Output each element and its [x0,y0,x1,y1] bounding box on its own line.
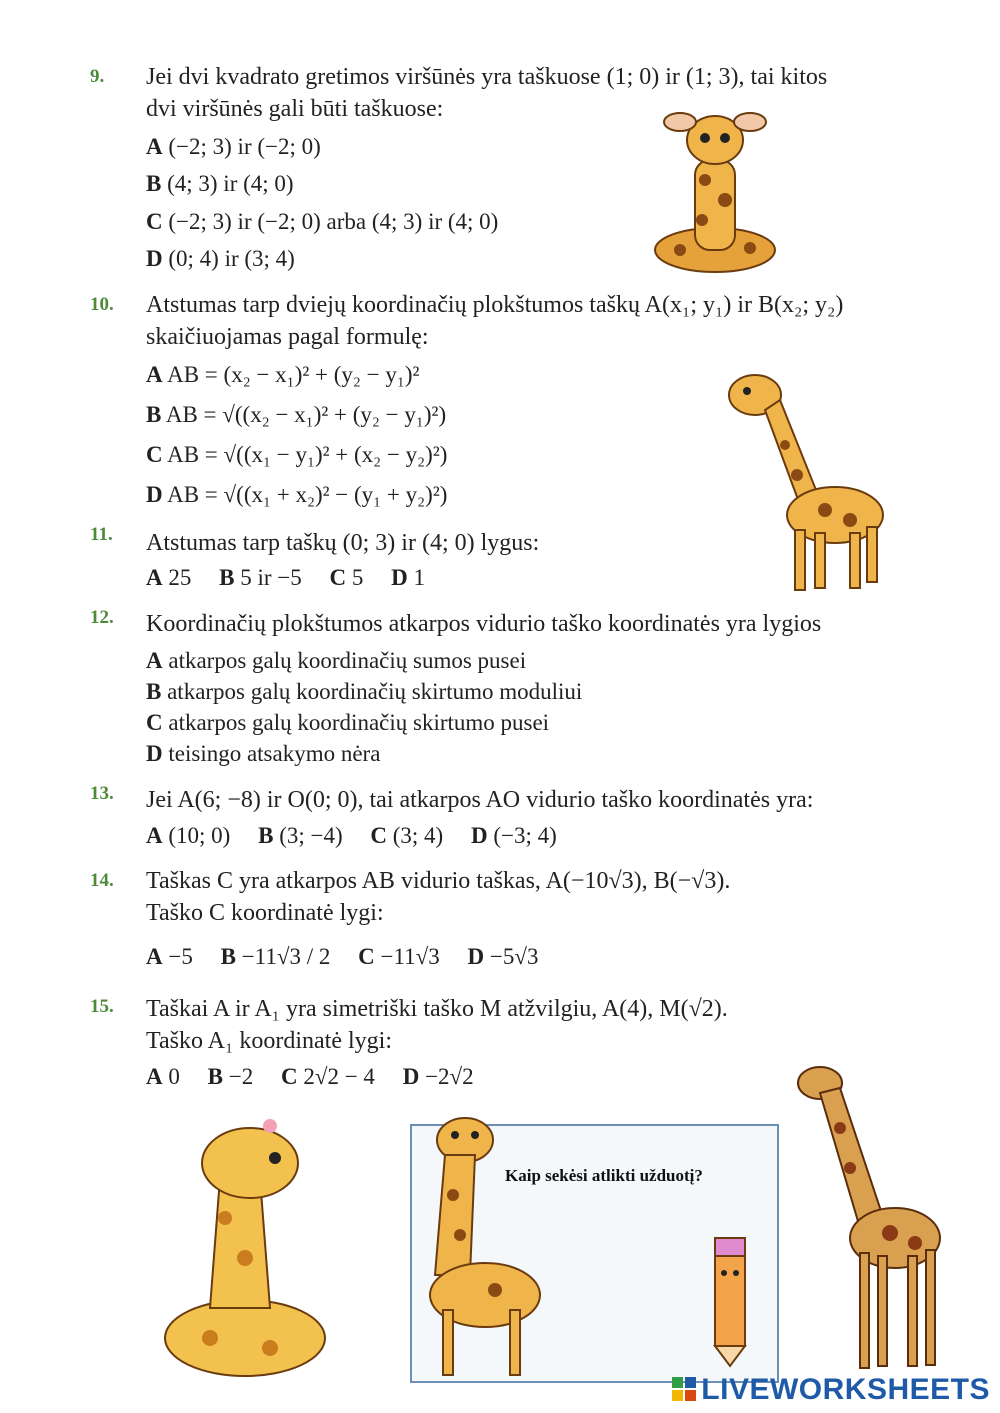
options-inline [146,821,579,851]
question-number: 14. [90,870,114,891]
option-d: D (0; 4) ir (3; 4) [146,246,295,271]
options-inline [146,942,560,972]
option-c: C 5 [329,565,364,590]
question-number: 10. [90,294,114,315]
option-a: A (−2; 3) ir (−2; 0) [146,134,321,159]
question-text: Atstumas tarp taškų (0; 3) ir (4; 0) lygus: [146,530,540,556]
liveworksheets-logo-text: LIVEWORKSHEETS [701,1373,990,1406]
option-b: B (4; 3) ir (4; 0) [146,171,294,196]
question-text: Taško C koordinatė lygi: [146,900,384,926]
question-text: Koordinačių plokštumos atkarpos vidurio taško koordinatės yra lygios [146,611,822,637]
option-d: D (−3; 4) [470,823,557,848]
option-c: C (3; 4) [370,823,444,848]
option-b: B AB = √((x₂ − x₁)² + (y₂ − y₁)²) [146,402,447,427]
giraffe-tall-illustration [790,1058,955,1378]
option-a: A 25 [146,565,192,590]
question-text: Atstumas tarp dviejų koordinačių plokštumos taškų A(x₁; y₁) ir B(x₂; y₂) [146,292,844,318]
option-b: B −11√3 / 2 [220,944,331,969]
liveworksheets-logo-icon [671,1376,697,1402]
option-c: C (−2; 3) ir (−2; 0) arba (4; 3) ir (4; 0) [146,209,499,234]
question-text: Jei A(6; −8) ir O(0; 0), tai atkarpos AO vidurio taško koordinatės yra: [146,787,814,813]
liveworksheets-logo [671,1373,990,1407]
question-text: Taškas C yra atkarpos AB vidurio taškas, A(−10√3), B(−√3). [146,868,731,894]
speech-bubble-text: Kaip sekėsi atlikti užduotį? [505,1166,703,1185]
option-b: B atkarpos galų koordinačių skirtumo moduliui [146,679,583,704]
option-d: D AB = √((x₁ + x₂)² − (y₁ + y₂)²) [146,482,448,507]
option-c: C 2√2 − 4 [280,1064,375,1089]
options-inline [146,563,447,593]
question-text: dvi viršūnės gali būti taškuose: [146,96,444,122]
option-c: C −11√3 [358,944,440,969]
question-number: 15. [90,996,114,1017]
baby-giraffe-illustration [150,1108,330,1383]
option-a: A −5 [146,944,193,969]
question-text: Taško A₁ koordinatė lygi: [146,1028,392,1054]
option-a: A AB = (x₂ − x₁)² + (y₂ − y₁)² [146,362,420,387]
option-d: D teisingo atsakymo nėra [146,741,381,766]
option-c: C atkarpos galų koordinačių skirtumo pusei [146,710,550,735]
question-number: 11. [90,524,113,545]
option-c: C AB = √((x₁ − y₁)² + (x₂ − y₂)²) [146,442,448,467]
question-number: 13. [90,783,114,804]
options-inline [146,1062,496,1092]
option-d: D −2√2 [402,1064,474,1089]
option-b: B −2 [207,1064,254,1089]
giraffe-in-frame-illustration [415,1095,565,1380]
option-a: A (10; 0) [146,823,231,848]
option-a: A 0 [146,1064,180,1089]
option-d: D −5√3 [467,944,539,969]
option-a: A atkarpos galų koordinačių sumos pusei [146,648,527,673]
pencil-character-illustration [690,1228,770,1368]
option-b: B 5 ir −5 [219,565,302,590]
giraffe-sitting-illustration [640,100,790,280]
option-d: D 1 [391,565,425,590]
question-number: 12. [90,607,114,628]
question-text: Jei dvi kvadrato gretimos viršūnės yra taškuose (1; 0) ir (1; 3), tai kitos [146,64,828,90]
option-b: B (3; −4) [258,823,343,848]
question-text: Taškai A ir A₁ yra simetriški taško M atžvilgiu, A(4), M(√2). [146,996,728,1022]
giraffe-standing-illustration [725,355,895,595]
question-text: skaičiuojamas pagal formulę: [146,324,429,350]
question-number: 9. [90,66,105,87]
